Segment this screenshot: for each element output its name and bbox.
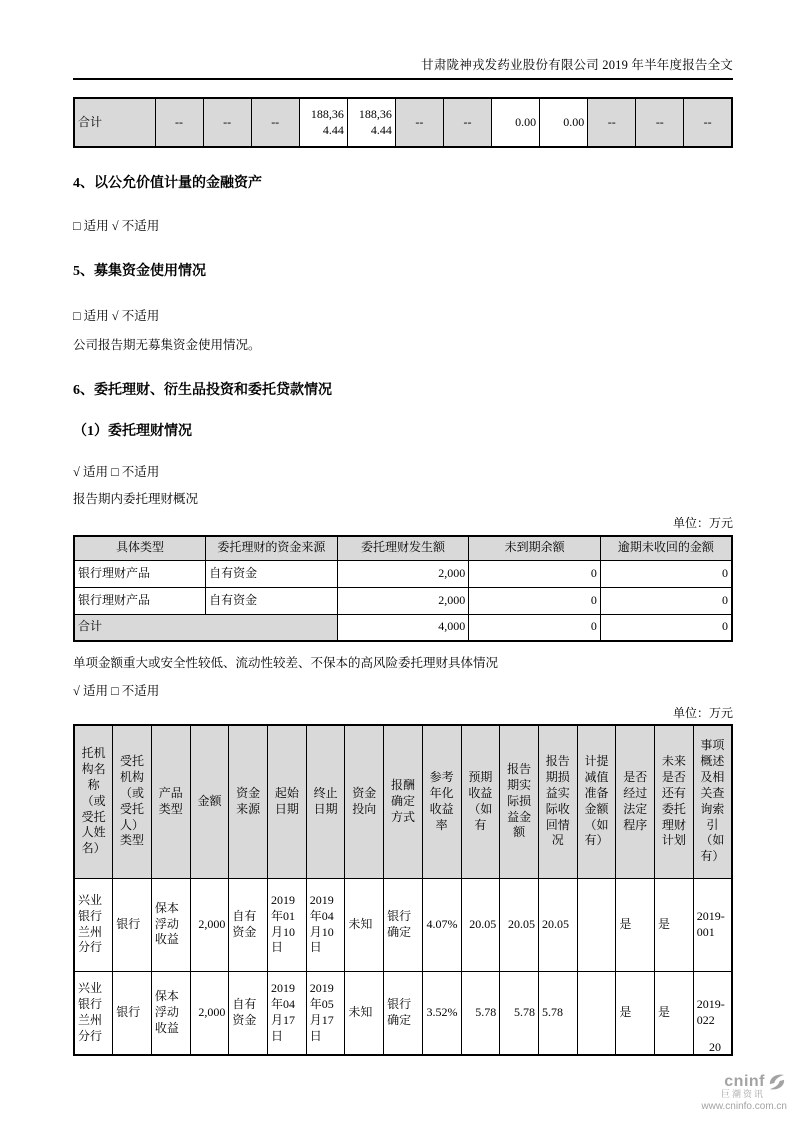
high-risk-applicability: √ 适用 □ 不适用	[73, 684, 160, 698]
table-cell: 4.07%	[422, 878, 461, 971]
column-header: 资金来源	[229, 725, 268, 878]
table-cell: 银行	[113, 971, 152, 1055]
column-header: 计提减值准备金额（如有）	[577, 725, 616, 878]
table-cell: 自有资金	[229, 878, 268, 971]
table-cell: --	[684, 98, 732, 147]
table-cell: 自有资金	[229, 971, 268, 1055]
table-cell: 2019-022	[693, 971, 732, 1055]
table-cell: 银行确定	[384, 971, 423, 1055]
cninfo-chinese-name: 巨潮资讯	[720, 1089, 765, 1099]
section-4-heading: 4、以公允价值计量的金融资产	[73, 176, 262, 191]
table-cell: 2019年01月10日	[268, 878, 307, 971]
table-cell: 2019年04月17日	[268, 971, 307, 1055]
section-5-note: 公司报告期无募集资金使用情况。	[73, 338, 261, 352]
table-cell: 保本浮动收益	[151, 971, 190, 1055]
table-cell: 0.00	[492, 98, 540, 147]
table-cell: 20.05	[500, 878, 539, 971]
cninfo-logo	[701, 1072, 787, 1112]
column-header: 未来是否还有委托理财计划	[655, 725, 694, 878]
table-cell: 20.05	[538, 878, 577, 971]
running-header	[73, 55, 733, 80]
table-cell	[577, 878, 616, 971]
table-header-row	[74, 725, 732, 878]
column-header: 报告期损益实际收回情况	[538, 725, 577, 878]
table-row	[74, 98, 732, 147]
table-row	[74, 971, 732, 1055]
table-cell: 兴业银行兰州分行	[74, 878, 113, 971]
table-cell: 银行理财产品	[74, 587, 206, 614]
column-header: 委托理财的资金来源	[206, 536, 338, 560]
table-cell: --	[636, 98, 684, 147]
table-cell: 2,000	[190, 971, 229, 1055]
table-cell: 是	[655, 878, 694, 971]
table-header-row	[74, 536, 732, 560]
column-header: 产品类型	[151, 725, 190, 878]
table-cell: 是	[655, 971, 694, 1055]
cninfo-url: www.cninfo.com.cn	[701, 1100, 787, 1112]
table-cell: 0	[469, 614, 601, 641]
section-6-1-heading: （1）委托理财情况	[73, 424, 192, 439]
column-header: 托机构名称（或受托人姓名）	[74, 725, 113, 878]
table-cell: 2019年05月17日	[306, 971, 345, 1055]
table-cell: 2019年04月10日	[306, 878, 345, 971]
column-header: 报告期实际损益金额	[500, 725, 539, 878]
table-cell: --	[155, 98, 203, 147]
column-header: 受托机构（或受托人）类型	[113, 725, 152, 878]
page-number: 20	[709, 1040, 721, 1054]
table-cell: 20.05	[461, 878, 500, 971]
table-cell: 未知	[345, 971, 384, 1055]
table-cell: 2,000	[190, 878, 229, 971]
unit-label: 单位：万元	[672, 706, 733, 720]
table-cell: 0	[600, 587, 732, 614]
table-cell: 银行确定	[384, 878, 423, 971]
table-cell: 5.78	[500, 971, 539, 1055]
table-total-row	[74, 614, 732, 641]
section-4-applicability: □ 适用 √ 不适用	[73, 219, 160, 233]
table-cell: 是	[616, 878, 655, 971]
table-cell: 5.78	[538, 971, 577, 1055]
table-row	[74, 878, 732, 971]
column-header: 起始日期	[268, 725, 307, 878]
table-cell: 0	[600, 614, 732, 641]
table-cell: 自有资金	[206, 587, 338, 614]
total-label-cell: 合计	[74, 614, 337, 641]
column-header: 终止日期	[306, 725, 345, 878]
column-header: 事项概述及相关查询索引（如有）	[693, 725, 732, 878]
section-5-heading: 5、募集资金使用情况	[73, 264, 206, 279]
column-header: 金额	[190, 725, 229, 878]
table-cell: 2,000	[337, 560, 469, 587]
table-cell: 兴业银行兰州分行	[74, 971, 113, 1055]
table-cell: --	[251, 98, 299, 147]
column-header: 具体类型	[74, 536, 206, 560]
column-header: 预期收益（如有	[461, 725, 500, 878]
table-cell: 保本浮动收益	[151, 878, 190, 971]
table-cell: 5.78	[461, 971, 500, 1055]
table-cell: 2,000	[337, 587, 469, 614]
table-cell: 2019-001	[693, 878, 732, 971]
table-cell: 合计	[74, 98, 155, 147]
table-row	[74, 587, 732, 614]
column-header: 资金投向	[345, 725, 384, 878]
section-5-applicability: □ 适用 √ 不适用	[73, 309, 160, 323]
table-cell: --	[395, 98, 443, 147]
section-6-heading: 6、委托理财、衍生品投资和委托贷款情况	[73, 383, 332, 398]
column-header: 是否经过法定程序	[616, 725, 655, 878]
column-header: 报酬确定方式	[384, 725, 423, 878]
table-row	[74, 560, 732, 587]
entrust-detail-table	[73, 724, 733, 1056]
column-header: 未到期余额	[469, 536, 601, 560]
table-cell	[577, 971, 616, 1055]
table-cell: 0.00	[540, 98, 588, 147]
doc-title: 甘肃陇神戎发药业股份有限公司 2019 年半年度报告全文	[421, 58, 733, 72]
table-cell: 未知	[345, 878, 384, 971]
table-cell: 4,000	[337, 614, 469, 641]
entrust-overview-caption: 报告期内委托理财概况	[73, 492, 199, 506]
table-cell: 银行	[113, 878, 152, 971]
summary-total-table	[73, 97, 733, 148]
table-cell: 银行理财产品	[74, 560, 206, 587]
table-cell: 自有资金	[206, 560, 338, 587]
table-cell: 188,364.44	[299, 98, 347, 147]
table-cell: --	[203, 98, 251, 147]
table-cell: 0	[600, 560, 732, 587]
column-header: 逾期未收回的金额	[600, 536, 732, 560]
high-risk-caption: 单项金额重大或安全性较低、流动性较差、不保本的高风险委托理财具体情况	[73, 656, 499, 670]
table-cell: 0	[469, 560, 601, 587]
cninfo-logo-text: cninf	[724, 1073, 765, 1091]
column-header: 委托理财发生额	[337, 536, 469, 560]
section-6-1-applicability: √ 适用 □ 不适用	[73, 465, 160, 479]
cninfo-swirl-icon	[767, 1072, 787, 1092]
table-cell: 188,364.44	[347, 98, 395, 147]
table-cell: 3.52%	[422, 971, 461, 1055]
table-cell: --	[588, 98, 636, 147]
column-header: 参考年化收益率	[422, 725, 461, 878]
table-cell: --	[443, 98, 491, 147]
entrust-overview-table	[73, 535, 733, 642]
unit-label: 单位：万元	[672, 516, 733, 530]
table-cell: 0	[469, 587, 601, 614]
table-cell: 是	[616, 971, 655, 1055]
